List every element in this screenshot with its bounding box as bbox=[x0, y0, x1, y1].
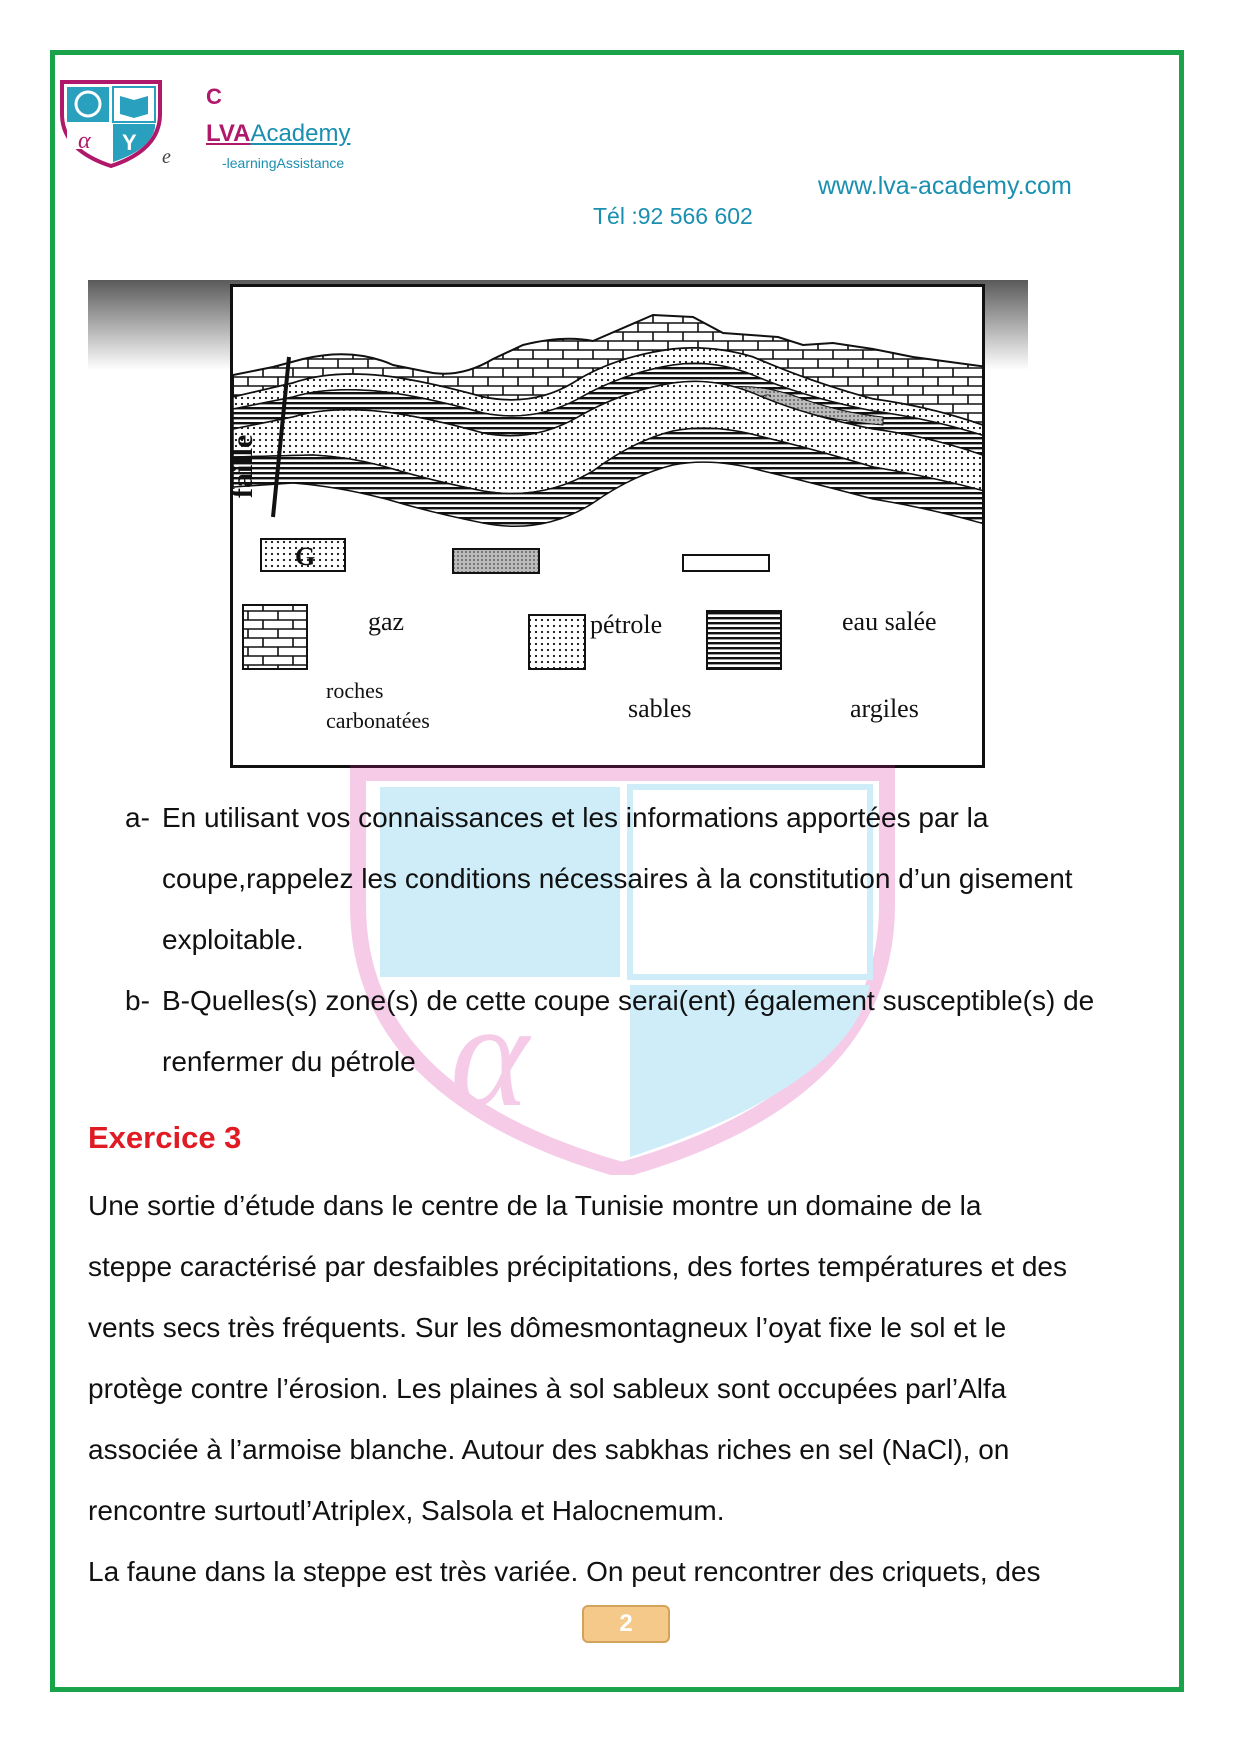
legend-eau-salee: eau salée bbox=[842, 607, 937, 636]
legend-roches-line1: roches bbox=[326, 678, 384, 703]
legend-sables: sables bbox=[628, 694, 692, 723]
question-b-marker: b- bbox=[125, 985, 150, 1016]
brand-lva: LVA bbox=[206, 120, 251, 147]
exercise-line: La faune dans la steppe est très variée. On peut rencontrer des criquets, des bbox=[88, 1556, 1041, 1587]
legend-roches-line2: carbonatées bbox=[326, 708, 430, 733]
legend-argiles: argiles bbox=[850, 694, 919, 723]
brand-subtitle: -learningAssistance bbox=[222, 155, 345, 171]
website-link[interactable]: www.lva-academy.com bbox=[818, 172, 1072, 200]
brand-academy: Academy bbox=[250, 120, 351, 147]
legend-petrole: pétrole bbox=[590, 610, 663, 639]
question-a-marker: a- bbox=[125, 802, 150, 833]
phone-number: Tél :92 566 602 bbox=[593, 203, 753, 229]
svg-text:α: α bbox=[78, 128, 91, 154]
legend-roches-carbonatees bbox=[326, 676, 430, 736]
exercise-line: vents secs très fréquents. Sur les dômesmontagneux l’oyat fixe le sol et le bbox=[88, 1312, 1007, 1343]
svg-text:Y: Y bbox=[122, 130, 137, 155]
exercise-line: steppe caractérisé par desfaibles précipitations, des fortes températures et des bbox=[88, 1251, 1067, 1282]
lva-logo-icon bbox=[58, 78, 164, 168]
exercise-line: protège contre l’érosion. Les plaines à sol sableux sont occupées parl’Alfa bbox=[88, 1373, 1007, 1404]
question-b-line2: renfermer du pétrole bbox=[162, 1046, 416, 1077]
fault-label: faille bbox=[226, 434, 259, 498]
question-a-line3: exploitable. bbox=[162, 924, 304, 955]
legend-gaz: gaz bbox=[368, 607, 405, 636]
brand-name bbox=[206, 120, 350, 148]
question-a-line1: En utilisant vos connaissances et les informations apportées par la bbox=[162, 802, 989, 833]
brand-e-letter: e bbox=[162, 146, 171, 168]
question-a bbox=[125, 787, 1225, 970]
exercise-line: rencontre surtoutl’Atriplex, Salsola et Halocnemum. bbox=[88, 1495, 725, 1526]
exercise-line: associée à l’armoise blanche. Autour des sabkhas riches en sel (NaCl), on bbox=[88, 1434, 1010, 1465]
svg-text:α: α bbox=[450, 972, 529, 1138]
question-b-line1: B-Quelles(s) zone(s) de cette coupe serai(ent) également susceptible(s) de bbox=[162, 985, 1095, 1016]
exercise-line: Une sortie d’étude dans le centre de la Tunisie montre un domaine de la bbox=[88, 1190, 982, 1221]
question-a-line2: coupe,rappelez les conditions nécessaires à la constitution d’un gisement bbox=[162, 863, 1073, 894]
brand-letter: C bbox=[206, 84, 222, 109]
question-b bbox=[125, 970, 1225, 1092]
exercise-text bbox=[88, 1175, 1158, 1602]
exercise-title: Exercice 3 bbox=[88, 1120, 242, 1155]
gas-symbol: G bbox=[295, 542, 316, 571]
page-number-badge: 2 bbox=[582, 1605, 670, 1643]
